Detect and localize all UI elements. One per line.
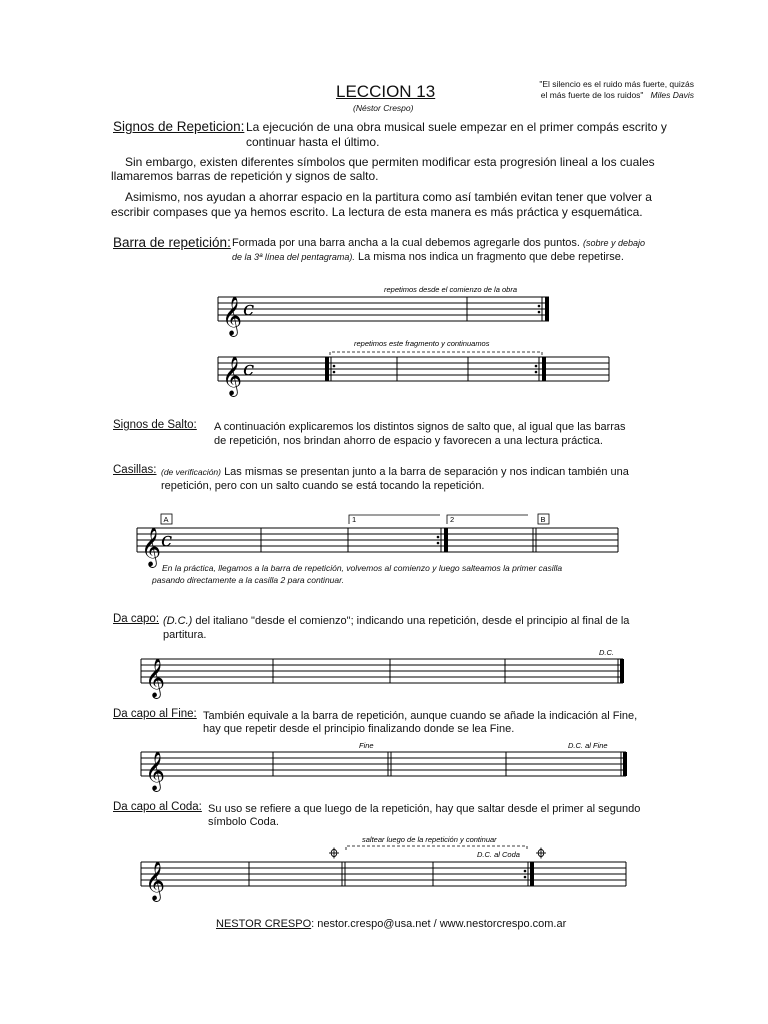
salto-line-1: A continuación explicaremos los distintos signos de salto que, al igual que las barras <box>214 421 626 433</box>
dc-label: D.C. <box>599 648 614 657</box>
ending-bracket-1-label: 1 <box>352 515 357 524</box>
repeat-bracket <box>330 352 542 355</box>
staff-6-da-capo-coda <box>141 835 626 902</box>
page-author: (Néstor Crespo) <box>353 103 414 113</box>
fine-label: Fine <box>359 741 374 750</box>
staff-6-lines <box>141 862 626 886</box>
staff-4-da-capo <box>141 648 623 699</box>
staff-3-lines <box>137 528 618 552</box>
dacapo-fine-line-2: hay que repetir desde el principio finalizando donde se lea Fine. <box>203 723 515 735</box>
ending-bracket-2-label: 2 <box>450 515 455 524</box>
signos-repeticion-line-1: La ejecución de una obra musical suele empezar en el primer compás escrito y <box>246 120 667 134</box>
casillas-note-line-1: En la práctica, llegamos a la barra de repetición, volvemos al comienzo y luego salteamos la primer casilla <box>162 563 563 573</box>
coda-icon <box>536 848 546 859</box>
paragraph-1-line-2: llamaremos barras de repetición y signos de salto. <box>111 169 379 183</box>
heading-da-capo: Da capo: <box>113 613 160 625</box>
ending-bracket-1 <box>349 515 440 524</box>
dacapo-line-1: (D.C.) del italiano "desde el comienzo"; indicando una repetición, desde el principio al final de la <box>163 615 630 627</box>
common-time-icon: c <box>243 296 255 320</box>
quote-line-1: "El silencio es el ruido más fuerte, quizás <box>539 79 694 89</box>
casillas-line-2: repetición, pero con un salto cuando se está tocando la repetición. <box>161 480 485 492</box>
heading-casillas: Casillas: <box>113 464 157 476</box>
barra-line-1: Formada por una barra ancha a la cual debemos agregarle dos puntos. (sobre y debajo <box>232 237 646 249</box>
staff-5-lines <box>141 752 626 776</box>
treble-clef-icon: 𝄞 <box>222 356 243 396</box>
saltear-label: saltear luego de la repetición y continuar <box>362 835 497 844</box>
treble-clef-icon: 𝄞 <box>145 861 166 901</box>
dc-al-coda-label: D.C. al Coda <box>477 850 520 859</box>
heading-da-capo-fine: Da capo al Fine: <box>113 708 197 720</box>
paragraph-2-line-1: Asimismo, nos ayudan a ahorrar espacio en la partitura como así también evitan tener que volver a <box>125 190 652 204</box>
dacapo-line-2: partitura. <box>163 629 207 641</box>
coda-icon <box>329 848 339 859</box>
heading-signos-repeticion: Signos de Repeticion: <box>113 119 245 134</box>
paragraph-2-line-2: escribir compases que ya hemos escrito. La lectura de esta manera es más práctica y esquemática. <box>111 205 643 219</box>
barra-line-2: de la 3ª línea del pentagrama). La misma nos indica un fragmento que debe repetirse. <box>232 251 624 263</box>
staff-2-lines <box>218 357 609 381</box>
rehearsal-box-a-label: A <box>163 515 169 524</box>
casillas-note-line-2: pasando directamente a la casilla 2 para continuar. <box>152 575 344 585</box>
heading-barra-repeticion: Barra de repetición: <box>113 235 231 250</box>
heading-signos-salto: Signos de Salto: <box>113 419 197 431</box>
dacapo-coda-line-2: símbolo Coda. <box>208 816 279 828</box>
ending-bracket-2 <box>447 515 528 524</box>
footer-contact: : nestor.crespo@usa.net / www.nestorcrespo.com.ar <box>311 918 567 930</box>
quote-line-2: el más fuerte de los ruidos" Miles Davis <box>540 90 694 100</box>
staff-1-lines <box>218 297 549 321</box>
casillas-line-1: (de verificación) Las mismas se presentan junto a la barra de separación y nos indican también una <box>161 466 629 478</box>
repeat-dot-icon <box>538 311 541 314</box>
dc-al-fine-label: D.C. al Fine <box>568 741 608 750</box>
staff-2-label: repetimos este fragmento y continuamos <box>354 339 490 348</box>
footer-name: NESTOR CRESPO <box>216 918 312 930</box>
rehearsal-box-b-label: B <box>540 515 546 524</box>
treble-clef-icon: 𝄞 <box>222 296 243 336</box>
staff-1 <box>218 285 549 337</box>
paragraph-1-line-1: Sin embargo, existen diferentes símbolos que permiten modificar esta progresión lineal a los cuales <box>125 155 655 169</box>
repeat-dot-icon <box>538 305 541 308</box>
staff-5-da-capo-fine <box>141 741 626 792</box>
common-time-icon: c <box>243 356 255 380</box>
treble-clef-icon: 𝄞 <box>145 658 166 698</box>
staff-2 <box>218 339 609 397</box>
common-time-icon: c <box>161 527 173 551</box>
staff-3-casillas <box>137 514 618 568</box>
dacapo-coda-line-1: Su uso se refiere a que luego de la repetición, hay que saltar desde el primer al segundo <box>208 803 641 815</box>
staff-4-lines <box>141 659 623 683</box>
heading-da-capo-coda: Da capo al Coda: <box>113 801 202 813</box>
signos-repeticion-line-2: continuar hasta el último. <box>246 135 380 149</box>
treble-clef-icon: 𝄞 <box>145 751 166 791</box>
page-title: LECCION 13 <box>336 82 436 101</box>
salto-line-2: de repetición, nos brindan ahorro de espacio y favorecen a una lectura práctica. <box>214 435 603 447</box>
quote-attribution: Miles Davis <box>650 90 694 100</box>
staff-1-label: repetimos desde el comienzo de la obra <box>384 285 517 294</box>
dacapo-fine-line-1: También equivale a la barra de repetición, aunque cuando se añade la indicación al Fine, <box>203 710 638 722</box>
treble-clef-icon: 𝄞 <box>141 527 162 567</box>
